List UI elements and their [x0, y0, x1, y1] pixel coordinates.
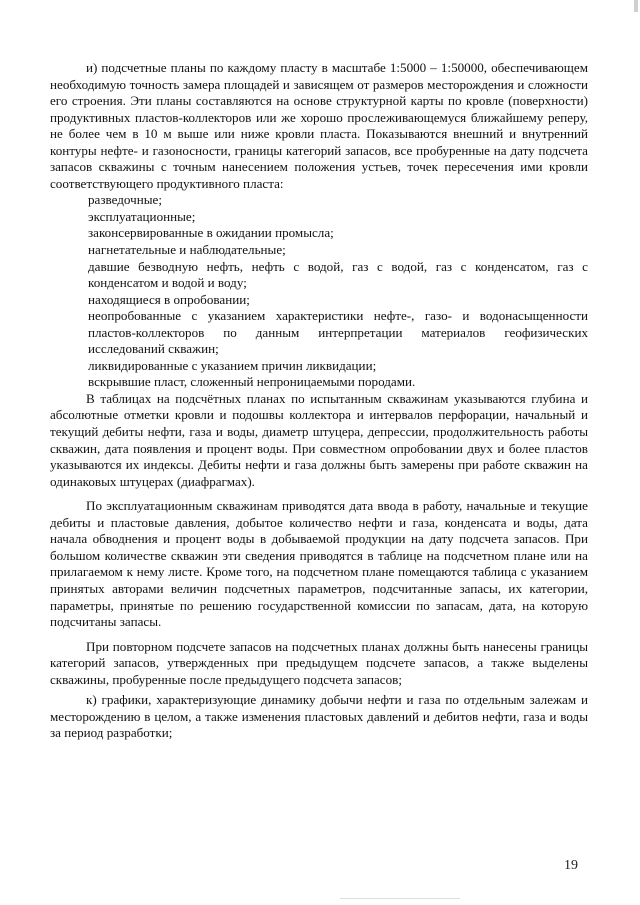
document-body: [50, 60, 588, 742]
scan-bottom-mark: [340, 898, 460, 899]
paragraph-item-i: и) подсчетные планы по каждому пласту в масштабе 1:5000 – 1:50000, обеспечивающем необходимую точность замера площадей и зависящем от размеров месторождения и сложности его строения. Эти планы составляются на основе структурной карты по кровле (поверхности) продуктивных пластов-коллекторов или же хорошо прослеживающемуся ближайшему реперу, не более чем в 10 м выше или ниже кровли пласта. Показываются внешний и внутренний контуры нефте- и газоносности, границы категорий запасов, все пробуренные на дату подсчета запасов скважины с точным нанесением положения устьев, точек пересечения ими кровли соответствующего продуктивного пласта:: [50, 60, 588, 191]
paragraph-tables: В таблицах на подсчётных планах по испытанным скважинам указываются глубина и абсолютные отметки кровли и подошвы коллектора и интервалов перфорации, начальный и текущий дебиты нефти, газа и воды, диаметр штуцера, депрессии, продолжительность работы скважин, дата появления и процент воды. При совместном опробовании двух и более пластов указываются их индексы. Дебиты нефти и газа должны быть замерены при работе скважин на одинаковых штуцерах (диафрагмах).: [50, 390, 588, 489]
list-item: законсервированные в ожидании промысла;: [88, 225, 334, 241]
list-item: нагнетательные и наблюдательные;: [88, 242, 286, 258]
scan-edge-mark: [634, 0, 638, 12]
paragraph-recount: При повторном подсчете запасов на подсчетных планах должны быть нанесены границы категорий запасов, утвержденных при предыдущем подсчете запасов, а также выделены скважины, пробуренные после предыдущего подсчета запасов;: [50, 638, 588, 687]
list-item: ликвидированные с указанием причин ликвидации;: [88, 357, 377, 373]
wells-list: [50, 192, 588, 391]
list-item: эксплуатационные;: [88, 208, 196, 224]
list-item: неопробованные с указанием характеристики нефте-, газо- и водонасыщенности пластов-коллекторов по данным интерпретации материалов геофизических исследований скважин;: [88, 308, 588, 357]
paragraph-item-k: к) графики, характеризующие динамику добычи нефти и газа по отдельным залежам и месторождению в целом, а также изменения пластовых давлений и дебитов нефти, газа и воды за период разработки;: [50, 692, 588, 741]
page-number: 19: [564, 858, 578, 873]
list-item: давшие безводную нефть, нефть с водой, газ с водой, газ с конденсатом, газ с конденсатом и водой и воду;: [88, 258, 588, 291]
paragraph-production-wells: По эксплуатационным скважинам приводятся дата ввода в работу, начальные и текущие дебиты и пластовые давления, добытое количество нефти и газа, конденсата и воды, дата начала обводнения и процент воды в добываемой продукции на дату подсчета запасов. При большом количестве скважин эти сведения приводятся в таблице на подсчетном плане или на прилагаемом к нему листе. Кроме того, на подсчетном плане помещаются таблица с указанием принятых авторами величин подсчетных параметров, подсчитанные запасы, их категории, параметры, принятые по решению государственной комиссии по запасам, дата, на которую подсчитаны запасы.: [50, 498, 588, 630]
list-item: вскрывшие пласт, сложенный непроницаемыми породами.: [88, 374, 416, 390]
list-item: разведочные;: [88, 192, 162, 208]
list-item: находящиеся в опробовании;: [88, 291, 250, 307]
